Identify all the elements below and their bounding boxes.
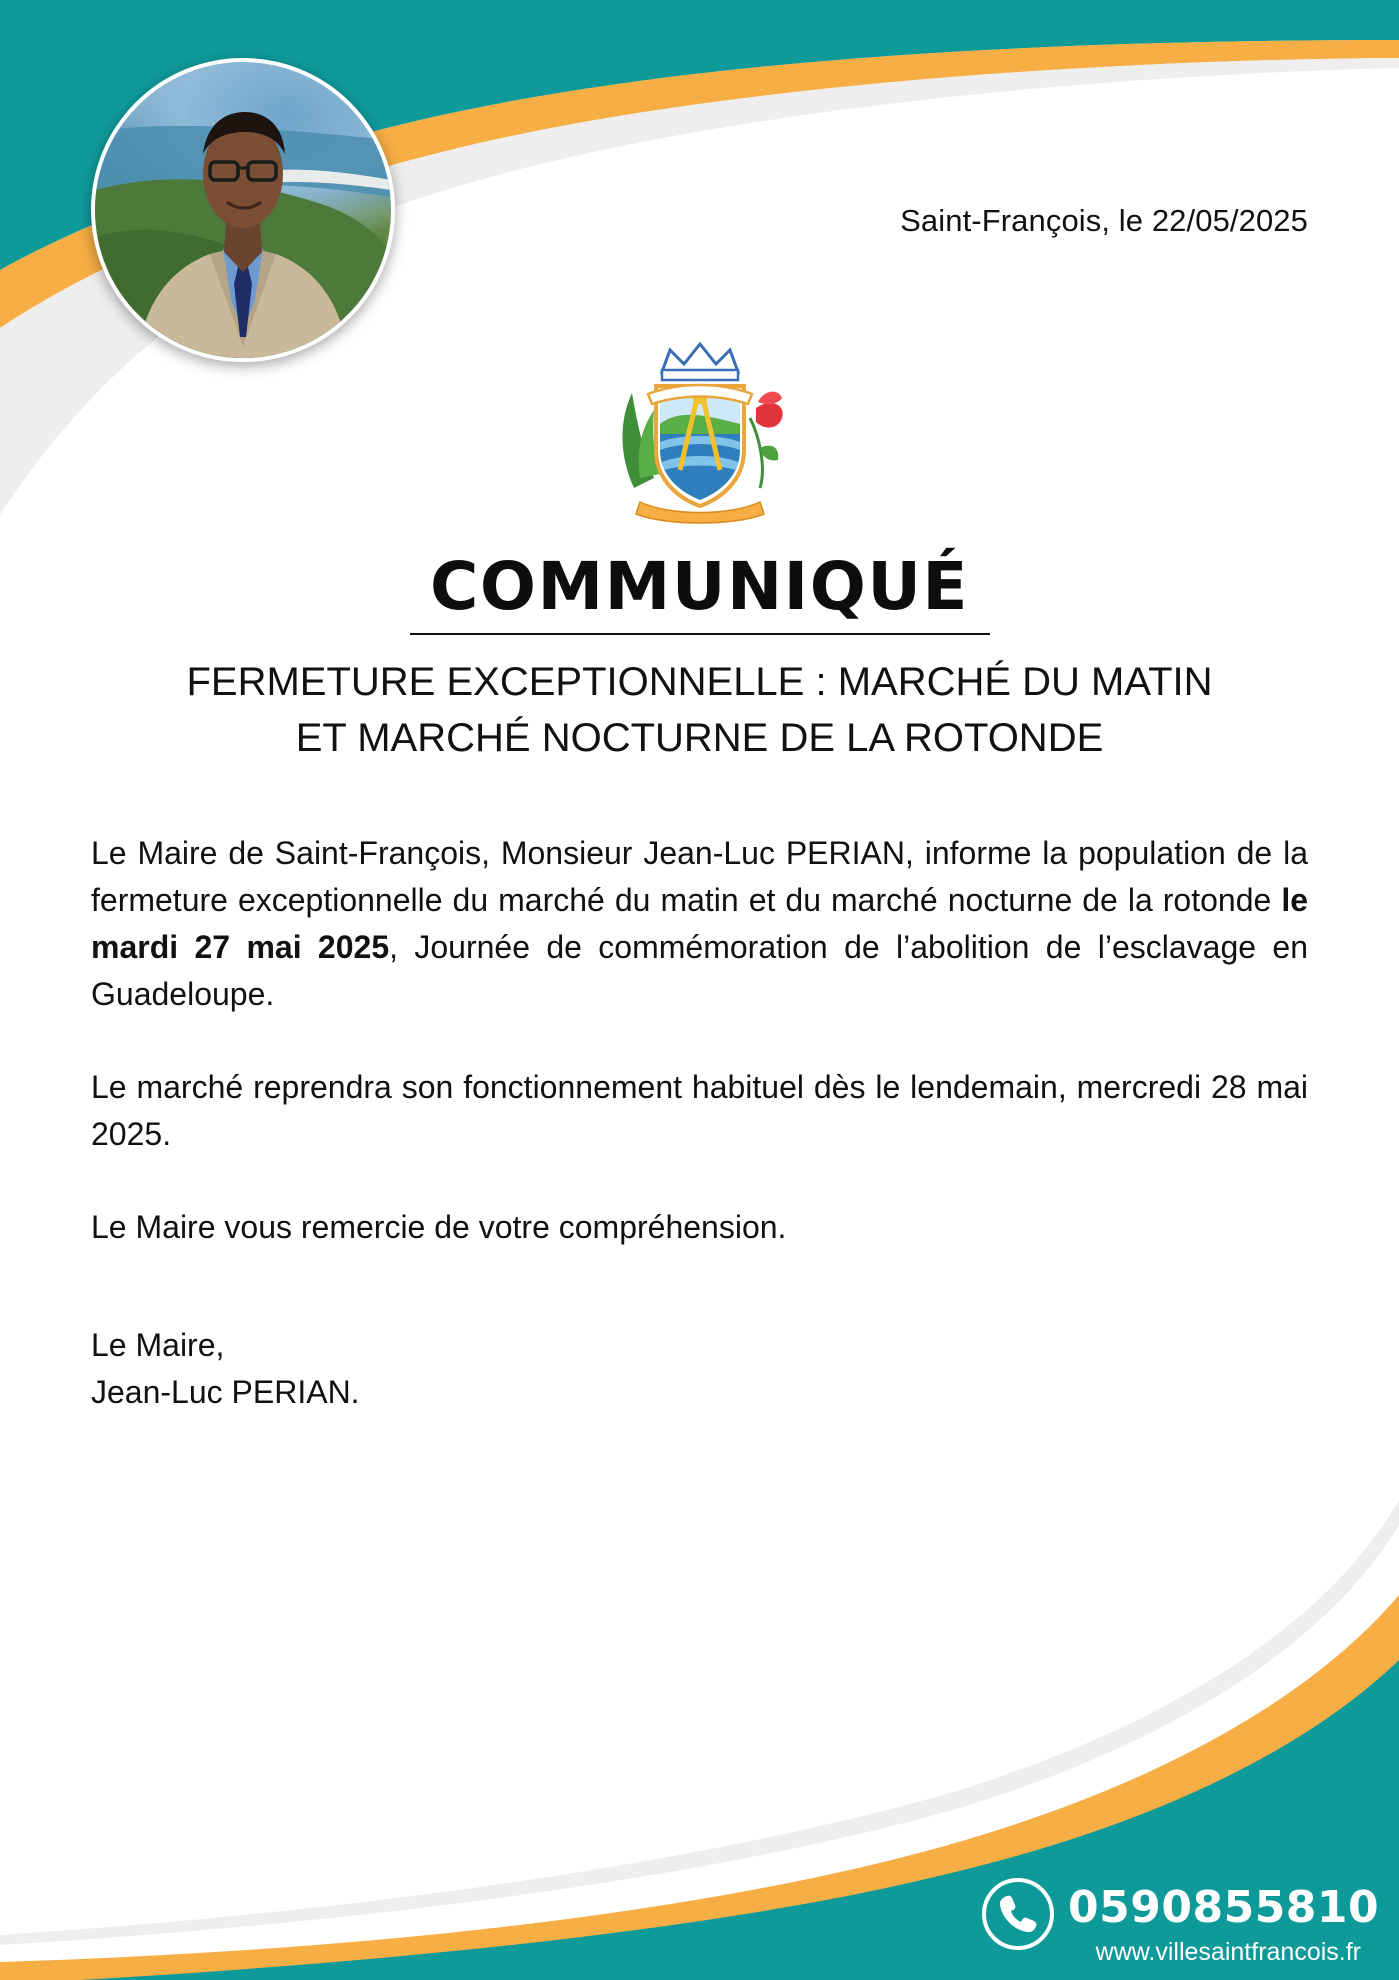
website-link[interactable]: www.villesaintfrancois.fr xyxy=(1095,1938,1361,1966)
signature-role: Le Maire, xyxy=(91,1327,225,1363)
body-paragraph-1 xyxy=(91,830,1308,1018)
title-underline xyxy=(410,633,990,635)
mayor-portrait xyxy=(91,58,395,362)
body-paragraph-2: Le marché reprendra son fonctionnement habituel dès le lendemain, mercredi 28 mai 2025. xyxy=(91,1069,1308,1152)
body-paragraph-3: Le Maire vous remercie de votre compréhension. xyxy=(91,1209,787,1245)
date-line: Saint-François, le 22/05/2025 xyxy=(900,203,1308,238)
subtitle-line-2: ET MARCHÉ NOCTURNE DE LA ROTONDE xyxy=(295,716,1104,760)
closure-date: le mardi 27 mai 2025 xyxy=(91,882,1308,965)
paragraph-1-end: , Journée de commémoration de l’abolition de l’esclavage en Guadeloupe. xyxy=(91,929,1309,1012)
phone-icon xyxy=(982,1878,1054,1950)
subtitle-line-1: FERMETURE EXCEPTIONNELLE : MARCHÉ DU MATIN xyxy=(186,660,1213,704)
subtitle xyxy=(0,654,1399,766)
emblem-hibiscus xyxy=(750,392,783,488)
page-title: COMMUNIQUÉ xyxy=(429,548,970,625)
signature-name: Jean-Luc PERIAN. xyxy=(91,1374,360,1410)
signature xyxy=(91,1322,360,1416)
coat-of-arms-icon xyxy=(610,338,790,524)
phone-number: 0590855810 xyxy=(1068,1882,1380,1933)
paragraph-1-intro: Le Maire de Saint-François, Monsieur Jean-Luc PERIAN, informe la population de la fermeture exceptionnelle du marché du matin et du marché nocturne de la rotonde xyxy=(91,835,1308,918)
portrait-illustration xyxy=(95,62,391,358)
emblem-crown xyxy=(662,344,738,372)
